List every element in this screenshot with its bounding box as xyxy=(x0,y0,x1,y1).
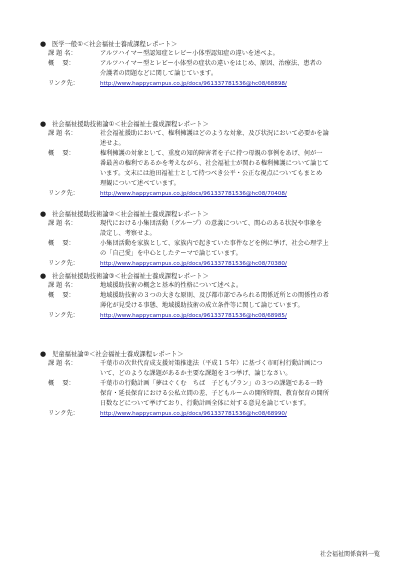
report-entry xyxy=(40,272,385,321)
summary-line: の「自己愛」を中心としたテーマで論じています。 xyxy=(100,250,242,257)
subject-text: アルツハイマー型認知症とレビー小体型認知症の違いを述べよ。 xyxy=(100,50,279,57)
subject-text: 現代における小集団活動（グループ）の意義について、関心のある状況や事象を xyxy=(100,220,323,227)
subject-field xyxy=(40,129,385,149)
report-link[interactable]: http://www.happycampus.co.jp/docs/961337781536@hc08/70408/ xyxy=(100,191,287,197)
report-entry xyxy=(40,40,385,89)
summary-line: 地域援助技術の３つの大きな原則、及び都市部でみられる関係近所との関係性の希 xyxy=(100,292,329,299)
summary-field xyxy=(40,291,385,311)
entry-title-text: 医学一般①＜社会福祉士養成課程レポート＞ xyxy=(52,41,178,48)
subject-label: 課 題 名： xyxy=(48,50,77,57)
link-field xyxy=(40,311,385,321)
summary-field xyxy=(40,59,385,79)
subject-text: 社会福祉援助において、権利擁護はどのような対象、及び状況において必要かを論 xyxy=(100,130,329,137)
entry-title xyxy=(40,350,385,359)
summary-label: 概 要： xyxy=(48,150,75,157)
bullet-icon: ● xyxy=(40,40,47,48)
summary-label: 概 要： xyxy=(48,60,75,67)
subject-text-continued: 設定し、考察せよ。 xyxy=(100,230,156,237)
report-link[interactable]: http://www.happycampus.co.jp/docs/961337781536@hc08/68898/ xyxy=(100,81,287,87)
subject-label: 課 題 名： xyxy=(48,130,77,137)
bullet-icon: ● xyxy=(40,210,47,218)
bullet-icon: ● xyxy=(40,350,47,358)
summary-line: 千葉市の行動計画「夢はぐくむ ちば 子どもプラン」の３つの課題である一時 xyxy=(100,380,323,387)
summary-label: 概 要： xyxy=(48,380,75,387)
link-field xyxy=(40,409,385,419)
entry-title-text: 社会福祉援助技術論②＜社会福祉士養成課程レポート＞ xyxy=(52,211,209,218)
subject-label: 課 題 名： xyxy=(48,360,77,367)
summary-line: アルツハイマー型とレビー小体型の症状の違いをはじめ、原因、治療法、患者の xyxy=(100,60,322,67)
link-field xyxy=(40,79,385,89)
summary-line: 薄化が見受ける事態、地域援助技術の成立条件等に関して論じています。 xyxy=(100,302,304,309)
subject-field xyxy=(40,219,385,239)
summary-field xyxy=(40,149,385,189)
summary-field xyxy=(40,379,385,409)
subject-field xyxy=(40,281,385,291)
subject-text: 地域援助技術の概念と基本的性格について述べよ。 xyxy=(100,282,243,289)
summary-label: 概 要： xyxy=(48,240,75,247)
entry-title xyxy=(40,120,385,129)
link-field xyxy=(40,189,385,199)
summary-line: 権利擁護の対象として、重度の知的障害者を子に持つ母親の事例をあげ、何が一 xyxy=(100,150,323,157)
report-link[interactable]: http://www.happycampus.co.jp/docs/961337781536@hc08/68985/ xyxy=(100,313,287,319)
summary-line: います。文末には池田福祉士として持つべき公平・公正な視点についてもまとめ xyxy=(100,170,323,177)
subject-text-continued: いて、どのような課題があるか主要な課題を３つ挙げ、論じなさい。 xyxy=(100,370,292,377)
report-link[interactable]: http://www.happycampus.co.jp/docs/961337781536@hc08/68990/ xyxy=(100,411,287,417)
link-label: リンク先： xyxy=(48,260,79,267)
entry-title xyxy=(40,40,385,49)
subject-field xyxy=(40,49,385,59)
summary-line: 介護者の問題などに関して論じています。 xyxy=(100,70,218,77)
link-label: リンク先： xyxy=(48,190,79,197)
summary-line: 日数などについて挙げており、行動計画全体に対する意見を論じています。 xyxy=(100,400,310,407)
entry-title xyxy=(40,272,385,281)
bullet-icon: ● xyxy=(40,120,47,128)
summary-line: 保育・延長保育における公私立間の差、子どもルームの開所時間、教育保育の開所 xyxy=(100,390,329,397)
subject-text: 千葉市の次世代育成支援対策推進法（平成１５年）に基づく市町村行動計画につ xyxy=(100,360,323,367)
report-entry xyxy=(40,120,385,199)
entry-title-text: 社会福祉援助技術論①＜社会福祉士養成課程レポート＞ xyxy=(52,121,209,128)
summary-label: 概 要： xyxy=(48,292,75,299)
link-label: リンク先： xyxy=(48,80,79,87)
bullet-icon: ● xyxy=(40,272,47,280)
subject-field xyxy=(40,359,385,379)
entry-title-text: 社会福祉援助技術論③＜社会福祉士養成課程レポート＞ xyxy=(52,273,209,280)
summary-line: 番最善の権利であるかを考えながら、社会福祉士が関わる権利擁護について論じて xyxy=(100,160,329,167)
subject-label: 課 題 名： xyxy=(48,220,77,227)
subject-text-continued: 述せよ。 xyxy=(100,140,125,147)
link-label: リンク先： xyxy=(48,410,79,417)
entry-title xyxy=(40,210,385,219)
link-field xyxy=(40,259,385,269)
report-entry xyxy=(40,210,385,269)
summary-line: 理観について述べています。 xyxy=(100,180,180,187)
page-footer: 社会福祉関係資料一覧 xyxy=(319,551,380,558)
summary-line: 小集団活動を家族として、家族内で起きていた事件などを例に挙げ、社会心理学上 xyxy=(100,240,329,247)
report-entry xyxy=(40,350,385,419)
subject-label: 課 題 名： xyxy=(48,282,77,289)
link-label: リンク先： xyxy=(48,312,79,319)
summary-field xyxy=(40,239,385,259)
entry-title-text: 児童福祉論②＜社会福祉士養成課程レポート＞ xyxy=(52,351,184,358)
report-link[interactable]: http://www.happycampus.co.jp/docs/961337781536@hc08/70380/ xyxy=(100,261,287,267)
